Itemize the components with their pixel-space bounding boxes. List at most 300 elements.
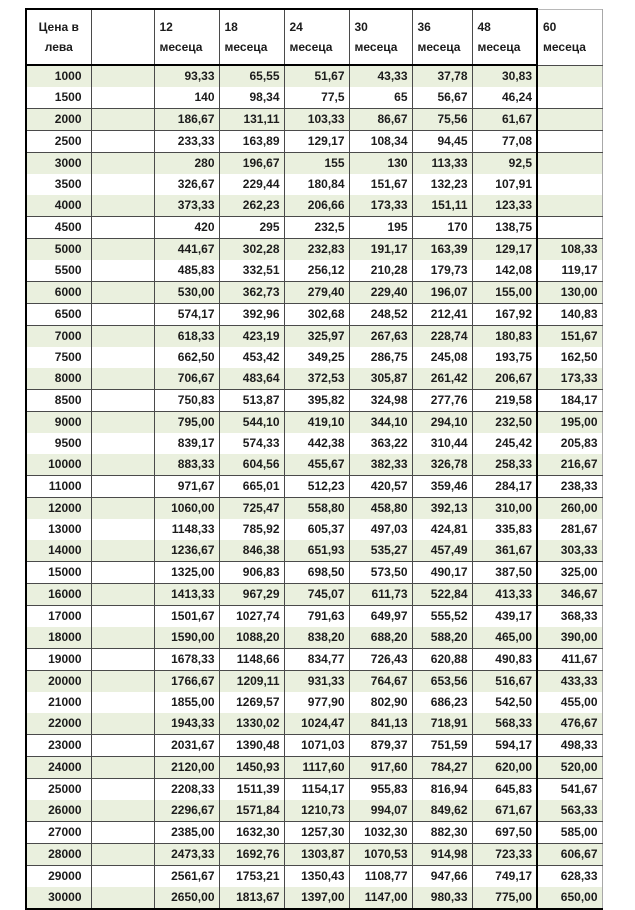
price-cell[interactable]: 16000 (26, 584, 91, 606)
payment-cell[interactable]: 2120,00 (154, 757, 219, 779)
payment-cell[interactable]: 688,20 (349, 627, 412, 649)
payment-cell[interactable]: 544,10 (219, 412, 284, 434)
payment-cell[interactable]: 61,67 (472, 109, 537, 131)
payment-cell[interactable]: 191,17 (349, 239, 412, 261)
payment-cell[interactable]: 530,00 (154, 282, 219, 304)
payment-cell[interactable]: 751,59 (412, 735, 472, 757)
payment-cell[interactable]: 764,67 (349, 671, 412, 693)
payment-cell[interactable]: 332,51 (219, 260, 284, 282)
payment-cell[interactable]: 362,73 (219, 282, 284, 304)
price-cell[interactable]: 8500 (26, 390, 91, 412)
payment-cell[interactable]: 967,29 (219, 584, 284, 606)
price-cell[interactable]: 4000 (26, 195, 91, 217)
payment-cell[interactable]: 585,00 (537, 822, 602, 844)
payment-cell[interactable]: 662,50 (154, 347, 219, 368)
payment-cell[interactable]: 392,13 (412, 498, 472, 520)
payment-cell[interactable]: 132,23 (412, 174, 472, 195)
payment-cell[interactable]: 914,98 (412, 844, 472, 866)
payment-cell[interactable]: 604,56 (219, 454, 284, 476)
payment-cell[interactable]: 205,83 (537, 433, 602, 454)
payment-cell[interactable]: 280 (154, 153, 219, 175)
payment-cell[interactable]: 219,58 (472, 390, 537, 412)
payment-cell[interactable]: 839,17 (154, 433, 219, 454)
payment-cell[interactable]: 750,83 (154, 390, 219, 412)
price-cell[interactable]: 7500 (26, 347, 91, 368)
payment-cell[interactable]: 129,17 (284, 131, 349, 153)
payment-cell[interactable]: 2208,33 (154, 779, 219, 801)
payment-cell[interactable]: 497,03 (349, 519, 412, 540)
payment-cell[interactable]: 1571,84 (219, 800, 284, 822)
payment-cell[interactable]: 1071,03 (284, 735, 349, 757)
payment-cell[interactable]: 455,67 (284, 454, 349, 476)
price-cell[interactable]: 3500 (26, 174, 91, 195)
payment-cell[interactable]: 140 (154, 87, 219, 109)
payment-cell[interactable]: 119,17 (537, 260, 602, 282)
payment-cell[interactable]: 216,67 (537, 454, 602, 476)
price-cell[interactable]: 4500 (26, 217, 91, 239)
payment-cell[interactable]: 138,75 (472, 217, 537, 239)
payment-cell[interactable]: 1390,48 (219, 735, 284, 757)
payment-cell[interactable]: 476,67 (537, 713, 602, 735)
payment-cell[interactable]: 955,83 (349, 779, 412, 801)
payment-cell[interactable]: 686,23 (412, 692, 472, 713)
payment-cell[interactable]: 210,28 (349, 260, 412, 282)
payment-cell[interactable]: 151,67 (349, 174, 412, 195)
payment-cell[interactable]: 2296,67 (154, 800, 219, 822)
price-cell[interactable]: 21000 (26, 692, 91, 713)
payment-cell[interactable]: 1330,02 (219, 713, 284, 735)
empty-cell[interactable] (91, 498, 154, 520)
payment-cell[interactable] (537, 217, 602, 239)
payment-cell[interactable]: 248,52 (349, 304, 412, 326)
payment-cell[interactable]: 373,33 (154, 195, 219, 217)
payment-cell[interactable]: 977,90 (284, 692, 349, 713)
payment-cell[interactable]: 37,78 (412, 65, 472, 87)
empty-cell[interactable] (91, 326, 154, 348)
payment-cell[interactable]: 179,73 (412, 260, 472, 282)
payment-cell[interactable]: 697,50 (472, 822, 537, 844)
payment-cell[interactable]: 846,38 (219, 540, 284, 562)
empty-cell[interactable] (91, 217, 154, 239)
payment-cell[interactable]: 279,40 (284, 282, 349, 304)
payment-cell[interactable]: 1117,60 (284, 757, 349, 779)
empty-cell[interactable] (91, 347, 154, 368)
payment-cell[interactable]: 305,87 (349, 368, 412, 390)
payment-cell[interactable]: 233,33 (154, 131, 219, 153)
payment-cell[interactable]: 238,33 (537, 476, 602, 498)
payment-cell[interactable]: 184,17 (537, 390, 602, 412)
payment-cell[interactable]: 1753,21 (219, 866, 284, 888)
payment-cell[interactable]: 522,84 (412, 584, 472, 606)
empty-cell[interactable] (91, 131, 154, 153)
payment-cell[interactable]: 653,56 (412, 671, 472, 693)
price-cell[interactable]: 10000 (26, 454, 91, 476)
payment-cell[interactable]: 573,50 (349, 562, 412, 584)
payment-cell[interactable]: 802,90 (349, 692, 412, 713)
payment-cell[interactable]: 196,67 (219, 153, 284, 175)
payment-cell[interactable]: 228,74 (412, 326, 472, 348)
payment-cell[interactable]: 749,17 (472, 866, 537, 888)
payment-cell[interactable] (537, 109, 602, 131)
payment-cell[interactable]: 453,42 (219, 347, 284, 368)
payment-cell[interactable]: 1070,53 (349, 844, 412, 866)
price-cell[interactable]: 6500 (26, 304, 91, 326)
payment-cell[interactable]: 180,83 (472, 326, 537, 348)
payment-cell[interactable]: 420,57 (349, 476, 412, 498)
empty-cell[interactable] (91, 713, 154, 735)
payment-cell[interactable]: 129,17 (472, 239, 537, 261)
payment-cell[interactable]: 361,67 (472, 540, 537, 562)
payment-cell[interactable]: 785,92 (219, 519, 284, 540)
payment-cell[interactable]: 1032,30 (349, 822, 412, 844)
payment-cell[interactable]: 849,62 (412, 800, 472, 822)
payment-cell[interactable]: 155,00 (472, 282, 537, 304)
price-cell[interactable]: 15000 (26, 562, 91, 584)
payment-cell[interactable]: 718,91 (412, 713, 472, 735)
payment-cell[interactable]: 229,40 (349, 282, 412, 304)
payment-cell[interactable]: 516,67 (472, 671, 537, 693)
payment-cell[interactable]: 281,67 (537, 519, 602, 540)
payment-cell[interactable]: 520,00 (537, 757, 602, 779)
payment-cell[interactable]: 173,33 (537, 368, 602, 390)
payment-cell[interactable]: 151,11 (412, 195, 472, 217)
price-cell[interactable]: 5000 (26, 239, 91, 261)
payment-cell[interactable]: 325,97 (284, 326, 349, 348)
price-cell[interactable]: 3000 (26, 153, 91, 175)
empty-cell[interactable] (91, 239, 154, 261)
empty-cell[interactable] (91, 822, 154, 844)
payment-cell[interactable]: 1108,77 (349, 866, 412, 888)
payment-cell[interactable]: 46,24 (472, 87, 537, 109)
empty-cell[interactable] (91, 844, 154, 866)
empty-cell[interactable] (91, 800, 154, 822)
payment-cell[interactable]: 465,00 (472, 627, 537, 649)
payment-cell[interactable]: 232,83 (284, 239, 349, 261)
payment-cell[interactable]: 260,00 (537, 498, 602, 520)
payment-cell[interactable] (537, 153, 602, 175)
payment-cell[interactable]: 594,17 (472, 735, 537, 757)
payment-cell[interactable]: 302,68 (284, 304, 349, 326)
payment-cell[interactable]: 1027,74 (219, 606, 284, 628)
payment-cell[interactable]: 86,67 (349, 109, 412, 131)
payment-cell[interactable]: 1632,30 (219, 822, 284, 844)
payment-cell[interactable]: 906,83 (219, 562, 284, 584)
payment-cell[interactable]: 1511,39 (219, 779, 284, 801)
price-cell[interactable]: 9000 (26, 412, 91, 434)
payment-cell[interactable]: 483,64 (219, 368, 284, 390)
payment-cell[interactable]: 294,10 (412, 412, 472, 434)
payment-cell[interactable]: 816,94 (412, 779, 472, 801)
payment-cell[interactable]: 947,66 (412, 866, 472, 888)
payment-cell[interactable]: 195 (349, 217, 412, 239)
payment-cell[interactable]: 834,77 (284, 649, 349, 671)
payment-cell[interactable]: 775,00 (472, 887, 537, 909)
header-18-months[interactable]: 18 месеца (219, 9, 284, 65)
payment-cell[interactable]: 232,50 (472, 412, 537, 434)
payment-cell[interactable]: 382,33 (349, 454, 412, 476)
payment-cell[interactable]: 206,66 (284, 195, 349, 217)
payment-cell[interactable]: 310,00 (472, 498, 537, 520)
empty-cell[interactable] (91, 282, 154, 304)
payment-cell[interactable]: 155 (284, 153, 349, 175)
payment-cell[interactable]: 363,22 (349, 433, 412, 454)
empty-cell[interactable] (91, 671, 154, 693)
empty-cell[interactable] (91, 540, 154, 562)
payment-cell[interactable]: 335,83 (472, 519, 537, 540)
payment-cell[interactable]: 94,45 (412, 131, 472, 153)
payment-cell[interactable]: 1678,33 (154, 649, 219, 671)
empty-cell[interactable] (91, 735, 154, 757)
payment-cell[interactable]: 649,97 (349, 606, 412, 628)
payment-cell[interactable]: 883,33 (154, 454, 219, 476)
payment-cell[interactable]: 698,50 (284, 562, 349, 584)
payment-cell[interactable]: 2031,67 (154, 735, 219, 757)
payment-cell[interactable]: 107,91 (472, 174, 537, 195)
payment-cell[interactable]: 130,00 (537, 282, 602, 304)
empty-cell[interactable] (91, 368, 154, 390)
price-cell[interactable]: 26000 (26, 800, 91, 822)
header-36-months[interactable]: 36 месеца (412, 9, 472, 65)
payment-cell[interactable]: 1450,93 (219, 757, 284, 779)
payment-cell[interactable]: 882,30 (412, 822, 472, 844)
payment-cell[interactable]: 1148,66 (219, 649, 284, 671)
payment-cell[interactable]: 1303,87 (284, 844, 349, 866)
payment-cell[interactable]: 455,00 (537, 692, 602, 713)
payment-cell[interactable]: 420 (154, 217, 219, 239)
price-cell[interactable]: 14000 (26, 540, 91, 562)
payment-cell[interactable]: 267,63 (349, 326, 412, 348)
payment-cell[interactable]: 542,50 (472, 692, 537, 713)
payment-cell[interactable]: 163,39 (412, 239, 472, 261)
payment-cell[interactable]: 423,19 (219, 326, 284, 348)
payment-cell[interactable]: 433,33 (537, 671, 602, 693)
payment-cell[interactable]: 490,17 (412, 562, 472, 584)
payment-cell[interactable]: 442,38 (284, 433, 349, 454)
price-cell[interactable]: 5500 (26, 260, 91, 282)
payment-cell[interactable]: 212,41 (412, 304, 472, 326)
payment-cell[interactable]: 368,33 (537, 606, 602, 628)
payment-cell[interactable]: 162,50 (537, 347, 602, 368)
price-cell[interactable]: 22000 (26, 713, 91, 735)
payment-cell[interactable]: 1088,20 (219, 627, 284, 649)
price-cell[interactable]: 11000 (26, 476, 91, 498)
payment-cell[interactable]: 324,98 (349, 390, 412, 412)
payment-cell[interactable]: 458,80 (349, 498, 412, 520)
payment-cell[interactable]: 392,96 (219, 304, 284, 326)
payment-cell[interactable]: 51,67 (284, 65, 349, 87)
payment-cell[interactable]: 245,08 (412, 347, 472, 368)
payment-cell[interactable]: 256,12 (284, 260, 349, 282)
payment-cell[interactable]: 346,67 (537, 584, 602, 606)
header-48-months[interactable]: 48 месеца (472, 9, 537, 65)
payment-cell[interactable]: 725,47 (219, 498, 284, 520)
payment-cell[interactable]: 931,33 (284, 671, 349, 693)
payment-cell[interactable]: 1501,67 (154, 606, 219, 628)
price-cell[interactable]: 24000 (26, 757, 91, 779)
payment-cell[interactable]: 2385,00 (154, 822, 219, 844)
header-24-months[interactable]: 24 месеца (284, 9, 349, 65)
empty-cell[interactable] (91, 584, 154, 606)
payment-cell[interactable]: 173,33 (349, 195, 412, 217)
empty-cell[interactable] (91, 692, 154, 713)
empty-cell[interactable] (91, 195, 154, 217)
price-cell[interactable]: 25000 (26, 779, 91, 801)
payment-cell[interactable]: 411,67 (537, 649, 602, 671)
payment-cell[interactable]: 558,80 (284, 498, 349, 520)
payment-cell[interactable]: 167,92 (472, 304, 537, 326)
payment-cell[interactable]: 108,33 (537, 239, 602, 261)
payment-cell[interactable]: 917,60 (349, 757, 412, 779)
payment-cell[interactable]: 303,33 (537, 540, 602, 562)
payment-cell[interactable]: 971,67 (154, 476, 219, 498)
payment-cell[interactable]: 245,42 (472, 433, 537, 454)
empty-cell[interactable] (91, 519, 154, 540)
payment-cell[interactable]: 413,33 (472, 584, 537, 606)
payment-cell[interactable]: 726,43 (349, 649, 412, 671)
payment-cell[interactable]: 671,67 (472, 800, 537, 822)
payment-cell[interactable]: 258,33 (472, 454, 537, 476)
payment-cell[interactable]: 588,20 (412, 627, 472, 649)
payment-cell[interactable]: 43,33 (349, 65, 412, 87)
payment-cell[interactable]: 390,00 (537, 627, 602, 649)
payment-cell[interactable]: 620,00 (472, 757, 537, 779)
empty-cell[interactable] (91, 757, 154, 779)
price-cell[interactable]: 28000 (26, 844, 91, 866)
price-cell[interactable]: 29000 (26, 866, 91, 888)
payment-cell[interactable]: 98,34 (219, 87, 284, 109)
payment-cell[interactable]: 457,49 (412, 540, 472, 562)
header-12-months[interactable]: 12 месеца (154, 9, 219, 65)
payment-cell[interactable]: 568,33 (472, 713, 537, 735)
empty-cell[interactable] (91, 476, 154, 498)
payment-cell[interactable]: 326,78 (412, 454, 472, 476)
payment-cell[interactable]: 980,33 (412, 887, 472, 909)
payment-cell[interactable]: 1024,47 (284, 713, 349, 735)
header-30-months[interactable]: 30 месеца (349, 9, 412, 65)
payment-cell[interactable]: 151,67 (537, 326, 602, 348)
payment-cell[interactable]: 325,00 (537, 562, 602, 584)
price-cell[interactable]: 20000 (26, 671, 91, 693)
payment-cell[interactable]: 1350,43 (284, 866, 349, 888)
payment-cell[interactable]: 512,23 (284, 476, 349, 498)
payment-cell[interactable]: 286,75 (349, 347, 412, 368)
payment-cell[interactable]: 706,67 (154, 368, 219, 390)
payment-cell[interactable]: 419,10 (284, 412, 349, 434)
payment-cell[interactable]: 424,81 (412, 519, 472, 540)
payment-cell[interactable]: 93,33 (154, 65, 219, 87)
payment-cell[interactable]: 784,27 (412, 757, 472, 779)
payment-cell[interactable]: 1590,00 (154, 627, 219, 649)
payment-cell[interactable]: 349,25 (284, 347, 349, 368)
payment-cell[interactable]: 196,07 (412, 282, 472, 304)
payment-cell[interactable]: 284,17 (472, 476, 537, 498)
empty-cell[interactable] (91, 260, 154, 282)
payment-cell[interactable]: 2650,00 (154, 887, 219, 909)
payment-cell[interactable]: 1154,17 (284, 779, 349, 801)
payment-cell[interactable]: 113,33 (412, 153, 472, 175)
payment-cell[interactable]: 277,76 (412, 390, 472, 412)
payment-cell[interactable]: 555,52 (412, 606, 472, 628)
empty-cell[interactable] (91, 304, 154, 326)
payment-cell[interactable]: 665,01 (219, 476, 284, 498)
payment-cell[interactable]: 611,73 (349, 584, 412, 606)
payment-cell[interactable]: 302,28 (219, 239, 284, 261)
payment-cell[interactable]: 163,89 (219, 131, 284, 153)
payment-cell[interactable]: 650,00 (537, 887, 602, 909)
payment-cell[interactable] (537, 174, 602, 195)
payment-cell[interactable]: 372,53 (284, 368, 349, 390)
payment-cell[interactable]: 628,33 (537, 866, 602, 888)
payment-cell[interactable]: 490,83 (472, 649, 537, 671)
payment-cell[interactable]: 620,88 (412, 649, 472, 671)
payment-cell[interactable]: 1257,30 (284, 822, 349, 844)
empty-cell[interactable] (91, 390, 154, 412)
empty-cell[interactable] (91, 454, 154, 476)
payment-cell[interactable]: 879,37 (349, 735, 412, 757)
price-cell[interactable]: 27000 (26, 822, 91, 844)
payment-cell[interactable]: 77,5 (284, 87, 349, 109)
payment-cell[interactable]: 359,46 (412, 476, 472, 498)
payment-cell[interactable]: 723,33 (472, 844, 537, 866)
payment-cell[interactable]: 574,17 (154, 304, 219, 326)
payment-cell[interactable]: 326,67 (154, 174, 219, 195)
empty-cell[interactable] (91, 606, 154, 628)
payment-cell[interactable]: 1943,33 (154, 713, 219, 735)
payment-cell[interactable]: 994,07 (349, 800, 412, 822)
payment-cell[interactable]: 193,75 (472, 347, 537, 368)
payment-cell[interactable]: 574,33 (219, 433, 284, 454)
payment-cell[interactable]: 745,07 (284, 584, 349, 606)
payment-cell[interactable]: 56,67 (412, 87, 472, 109)
payment-cell[interactable]: 1210,73 (284, 800, 349, 822)
payment-cell[interactable]: 513,87 (219, 390, 284, 412)
payment-cell[interactable]: 387,50 (472, 562, 537, 584)
payment-cell[interactable]: 1413,33 (154, 584, 219, 606)
payment-cell[interactable]: 195,00 (537, 412, 602, 434)
payment-cell[interactable]: 142,08 (472, 260, 537, 282)
price-cell[interactable]: 23000 (26, 735, 91, 757)
payment-cell[interactable]: 170 (412, 217, 472, 239)
empty-cell[interactable] (91, 649, 154, 671)
price-cell[interactable]: 6000 (26, 282, 91, 304)
payment-cell[interactable]: 795,00 (154, 412, 219, 434)
payment-cell[interactable]: 103,33 (284, 109, 349, 131)
payment-cell[interactable]: 1397,00 (284, 887, 349, 909)
payment-cell[interactable]: 618,33 (154, 326, 219, 348)
price-cell[interactable]: 30000 (26, 887, 91, 909)
payment-cell[interactable]: 123,33 (472, 195, 537, 217)
empty-cell[interactable] (91, 153, 154, 175)
payment-cell[interactable] (537, 87, 602, 109)
payment-cell[interactable]: 1692,76 (219, 844, 284, 866)
payment-cell[interactable]: 651,93 (284, 540, 349, 562)
payment-cell[interactable]: 841,13 (349, 713, 412, 735)
payment-cell[interactable]: 140,83 (537, 304, 602, 326)
payment-cell[interactable]: 232,5 (284, 217, 349, 239)
empty-cell[interactable] (91, 433, 154, 454)
payment-cell[interactable]: 229,44 (219, 174, 284, 195)
payment-cell[interactable]: 344,10 (349, 412, 412, 434)
payment-cell[interactable] (537, 195, 602, 217)
empty-cell[interactable] (91, 627, 154, 649)
payment-cell[interactable]: 395,82 (284, 390, 349, 412)
price-cell[interactable]: 2000 (26, 109, 91, 131)
price-cell[interactable]: 8000 (26, 368, 91, 390)
payment-cell[interactable]: 77,08 (472, 131, 537, 153)
payment-cell[interactable]: 1147,00 (349, 887, 412, 909)
payment-cell[interactable]: 563,33 (537, 800, 602, 822)
payment-cell[interactable]: 645,83 (472, 779, 537, 801)
